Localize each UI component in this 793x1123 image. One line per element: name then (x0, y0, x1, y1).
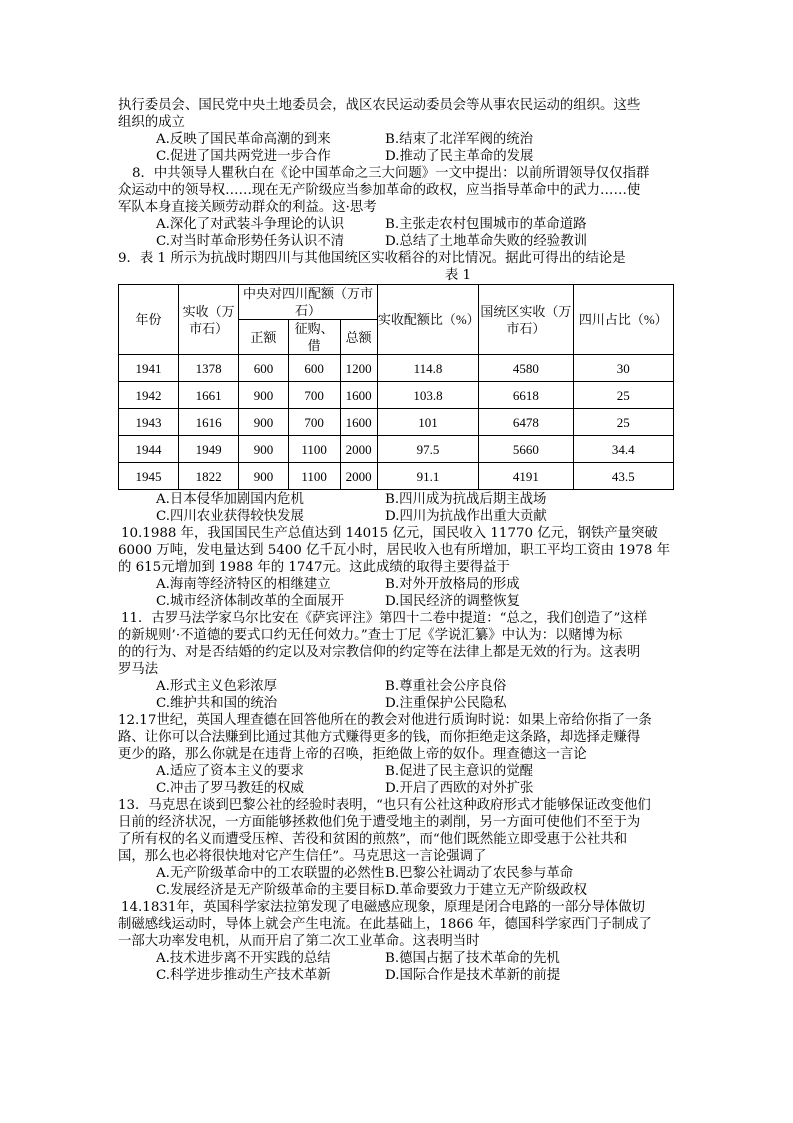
table-cell: 1942 (119, 382, 179, 409)
table-cell: 600 (239, 355, 289, 382)
q12-option-c: C.冲击了罗马教廷的权威 (156, 781, 304, 796)
table-caption: 表 1 (444, 268, 472, 283)
q10-options-row (118, 593, 678, 610)
q10-option-a: A.海南等经济特区的相继建立 (156, 577, 331, 592)
table-cell: 1941 (119, 355, 179, 382)
table-cell: 1944 (119, 436, 179, 463)
table-cell: 700 (288, 382, 340, 409)
q12-stem-line: 路、让你可以合法赚到比通过其他方式赚得更多的钱，而你拒绝走这条路，却选择走赚得 (118, 730, 641, 745)
q7-options-row (118, 148, 678, 165)
q12-option-d: D.开启了西欧的对外扩张 (385, 781, 534, 796)
q13-stem-line: 国，那么也必将很快地对它产生信任”。马克思这一言论强调了 (118, 849, 487, 864)
q10-option-b: B.对外开放格局的形成 (385, 577, 520, 592)
q9-option-a: A.日本侵华加剧国内危机 (156, 492, 304, 507)
table-row (119, 382, 674, 409)
table-cell: 1949 (179, 436, 239, 463)
q8-stem-line: 军队本身直接关顾劳动群众的利益。这·思考 (118, 200, 377, 215)
q10-option-d: D.国民经济的调整恢复 (385, 594, 521, 609)
q9-options-row (118, 491, 678, 508)
q8-option-b: B.主张走农村包围城市的革命道路 (385, 217, 587, 232)
q9-option-d: D.四川为抗战作出重大贡献 (385, 509, 547, 524)
q11-stem-line: 11．古罗马法学家乌尔比安在《萨宾评注》第四十二卷中提道：“总之，我们创造了”这样 (121, 611, 648, 626)
q11-options-row (118, 678, 678, 695)
q8-options-row (118, 216, 678, 233)
table-cell: 30 (573, 355, 674, 382)
table-cell: 600 (288, 355, 340, 382)
q14-option-d: D.国际合作是技术革新的前提 (385, 968, 561, 983)
q10-option-c: C.城市经济体制改革的全面展开 (156, 594, 345, 609)
table-cell: 900 (239, 382, 289, 409)
table-cell: 1378 (179, 355, 239, 382)
table-row (119, 409, 674, 436)
q8-options-row (118, 233, 678, 250)
q14-option-b: B.德国占据了技术革命的先机 (385, 951, 560, 966)
table-cell: 34.4 (573, 436, 674, 463)
table-cell: 6478 (479, 409, 573, 436)
table-row (119, 463, 674, 490)
q7-stem-line: 组织的成立 (118, 115, 185, 130)
q14-options-row (118, 950, 678, 967)
q9-option-c: C.四川农业获得较快发展 (156, 509, 304, 524)
q11-option-d: D.注重保护公民隐私 (385, 696, 507, 711)
q13-option-b: B.巴黎公社调动了农民参与革命 (385, 866, 574, 881)
header-actual: 实收（万市石） (179, 285, 239, 355)
table-cell: 1822 (179, 463, 239, 490)
table-cell: 1200 (340, 355, 377, 382)
q13-option-a: A.无产阶级革命中的工农联盟的必然性 (156, 866, 385, 881)
q12-options-row (118, 780, 678, 797)
header-quota: 中央对四川配额（万市石） (239, 285, 378, 320)
q13-option-c: C.发展经济是无产阶级革命的主要目标 (156, 883, 385, 898)
q11-option-a: A.形式主义色彩浓厚 (156, 679, 278, 694)
q9-table (118, 284, 674, 490)
q10-stem-line: 10.1988 年，我国国民生产总值达到 14015 亿元，国民收入 11770 亿元，钢铁产量突破 (121, 526, 658, 541)
table-cell: 97.5 (377, 436, 478, 463)
q13-options-row (118, 865, 678, 882)
table-cell: 1945 (119, 463, 179, 490)
q9-option-b: B.四川成为抗战后期主战场 (385, 492, 547, 507)
q13-option-d: D.革命要致力于建立无产阶级政权 (385, 883, 587, 898)
q12-stem-line: 12.17世纪，英国人理查德在回答他所在的教会对他进行质询时说：如果上帝给你指了一条 (118, 713, 652, 728)
table-cell: 900 (239, 436, 289, 463)
q14-stem-line: 制磁感线运动时，导体上就会产生电流。在此基础上，1866 年，德国科学家西门子制成了 (118, 917, 652, 932)
q8-option-a: A.深化了对武装斗争理论的认识 (156, 217, 345, 232)
q14-stem-line: 14.1831年，英国科学家法拉第发现了电磁感应现象，原理是闭合电路的一部分导体做切 (121, 900, 646, 915)
table-cell: 103.8 (377, 382, 478, 409)
table-cell: 1616 (179, 409, 239, 436)
header-year: 年份 (119, 285, 179, 355)
q14-option-a: A.技术进步离不开实践的总结 (156, 951, 331, 966)
q8-stem-line: 众运动中的领导权……现在无产阶级应当参加革命的政权，应当指导革命中的武力……使 (118, 183, 641, 198)
table-cell: 25 (573, 382, 674, 409)
q13-stem-line: 13．马克思在谈到巴黎公社的经验时表明，“也只有公社这种政府形式才能够保证改变他们 (118, 798, 651, 813)
q8-option-c: C.对当时革命形势任务认识不清 (156, 234, 345, 249)
q9-options-row (118, 508, 678, 525)
table-cell: 2000 (340, 436, 377, 463)
table-cell: 91.1 (377, 463, 478, 490)
q14-stem-line: 一部大功率发电机，从而开启了第二次工业革命。这表明当时 (118, 934, 480, 949)
table-cell: 900 (239, 409, 289, 436)
q11-stem-line: 的的行为、对是否结婚的约定以及对宗教信仰的约定等在法律上都是无效的行为。这表明 (118, 645, 641, 660)
q11-options-row (118, 695, 678, 712)
q11-stem-line: 罗马法 (118, 662, 159, 677)
table-cell: 5660 (479, 436, 573, 463)
table-cell: 2000 (340, 463, 377, 490)
table-cell: 43.5 (573, 463, 674, 490)
header-quota-purchase: 征购、借 (288, 320, 340, 355)
header-kmt-actual: 国统区实收（万市石） (479, 285, 573, 355)
table-cell: 4580 (479, 355, 573, 382)
q10-stem-line: 6000 万吨，发电量达到 5400 亿千瓦小时，居民收入也有所增加，职工平均工资由 1978 年 (118, 543, 671, 558)
q7-stem-line: 执行委员会、国民党中央土地委员会，战区农民运动委员会等从事农民运动的组织。这些 (118, 98, 641, 113)
q12-option-b: B.促进了民主意识的觉醒 (385, 764, 534, 779)
table-cell: 6618 (479, 382, 573, 409)
table-cell: 1661 (179, 382, 239, 409)
table-cell: 101 (377, 409, 478, 436)
table-cell: 900 (239, 463, 289, 490)
q14-option-c: C.科学进步推动生产技术革新 (156, 968, 331, 983)
q13-options-row (118, 882, 678, 899)
table-cell: 1100 (288, 463, 340, 490)
q13-stem-line: 日前的经济状况，一方面能够拯救他们免于遭受地主的剥削，另一方面可使他们不至于为 (118, 815, 641, 830)
table-cell: 114.8 (377, 355, 478, 382)
table-cell: 4191 (479, 463, 573, 490)
table-cell: 1943 (119, 409, 179, 436)
q13-stem-line: 了所有权的名义而遭受压榨、苦役和贫困的煎熬”，而“他们既然能立即受惠于公社共和 (118, 832, 628, 847)
q8-option-d: D.总结了土地革命失败的经验教训 (385, 234, 587, 249)
exam-page (118, 97, 678, 984)
header-ratio: 实收配额比（%） (377, 285, 478, 355)
q11-option-b: B.尊重社会公序良俗 (385, 679, 507, 694)
q7-option-d: D.推动了民主革命的发展 (385, 149, 534, 164)
q7-options-row (118, 131, 678, 148)
table-cell: 700 (288, 409, 340, 436)
q14-options-row (118, 967, 678, 984)
table-row (119, 355, 674, 382)
q7-option-b: B.结束了北洋军阀的统治 (385, 132, 534, 147)
table-cell: 25 (573, 409, 674, 436)
q10-stem-line: 的 615元增加到 1988 年的 1747元。这此成绩的取得主要得益于 (118, 560, 510, 575)
q12-stem-line: 更少的路，那么你就是在违背上帝的召唤，拒绝做上帝的奴仆。理查德这一言论 (118, 747, 587, 762)
header-quota-regular: 正额 (239, 320, 289, 355)
q12-option-a: A.适应了资本主义的要求 (156, 764, 304, 779)
table-row (119, 436, 674, 463)
q7-option-c: C.促进了国共两党进一步合作 (156, 149, 331, 164)
q8-stem-line: 8．中共领导人瞿秋白在《论中国革命之三大问题》一文中提出：以前所谓领导仅仅指群 (132, 166, 650, 181)
q10-options-row (118, 576, 678, 593)
q9-stem: 9．表 1 所示为抗战时期四川与其他国统区实收稻谷的对比情况。据此可得出的结论是 (118, 251, 626, 266)
q11-option-c: C.维护共和国的统治 (156, 696, 278, 711)
header-sichuan-share: 四川占比（%） (573, 285, 674, 355)
table-cell: 1600 (340, 382, 377, 409)
q7-option-a: A.反映了国民革命高潮的到来 (156, 132, 331, 147)
table-cell: 1600 (340, 409, 377, 436)
q12-options-row (118, 763, 678, 780)
header-quota-total: 总额 (340, 320, 377, 355)
q11-stem-line: 的新规则’·不道德的要式口约无任何效力。”查士丁尼《学说汇纂》中认为：以赌博为标 (118, 628, 623, 643)
table-cell: 1100 (288, 436, 340, 463)
